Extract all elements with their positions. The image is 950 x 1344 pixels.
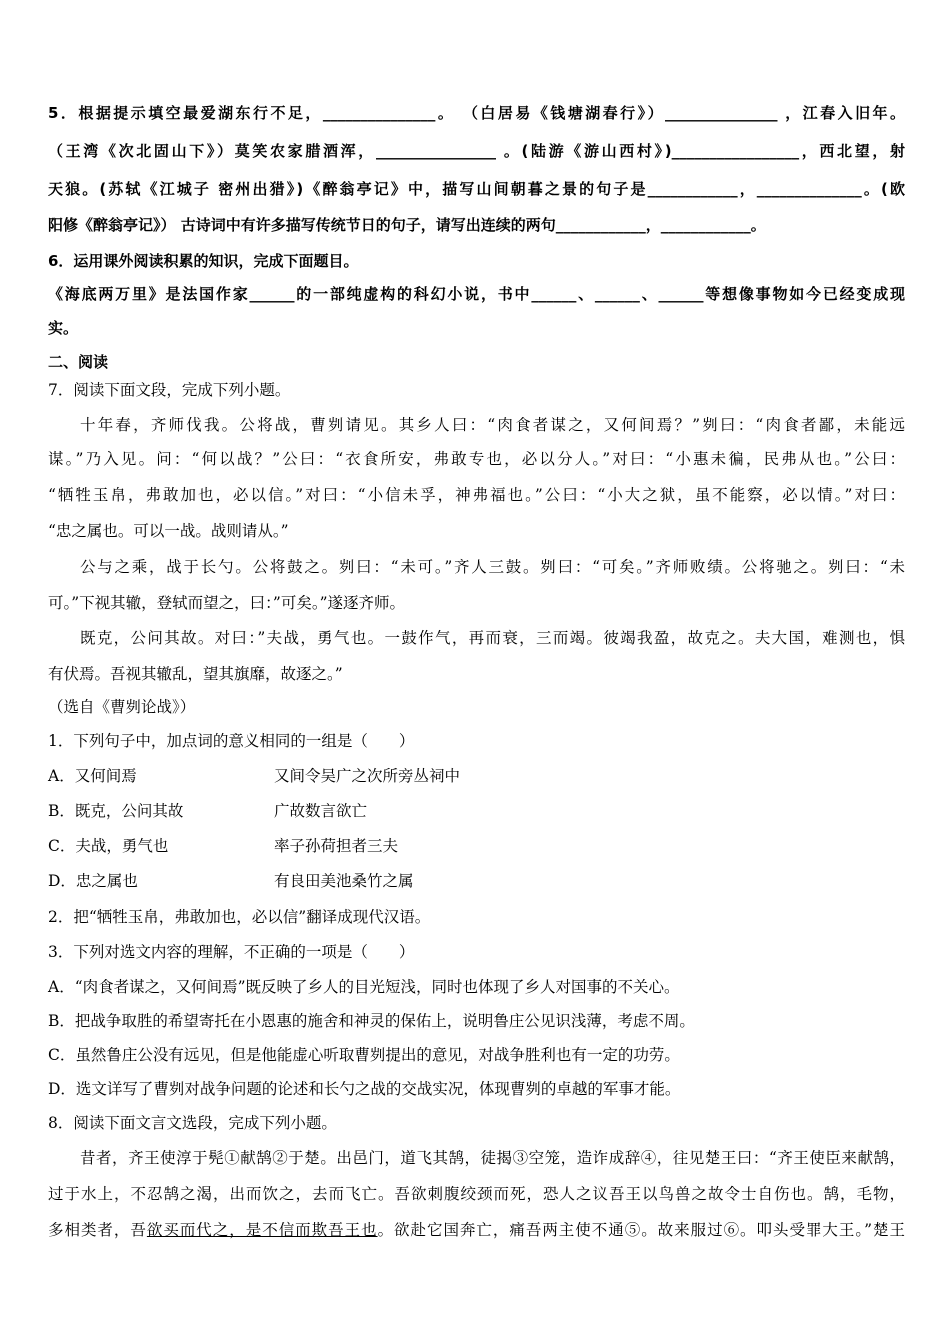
line-text: B．既克，公问其故 xyxy=(48,802,184,820)
line-text: 谋。”乃入见。问：“何以战？”公曰：“衣食所安，弗敢专也，必以分人。”对曰：“小惠未徧，民弗从也。”公曰： xyxy=(48,450,905,468)
line-text: 5．根据提示填空最爱湖东行不足，_______________。 （白居易《钱塘湖春行》）_______________ ，江春入旧年。 xyxy=(48,104,905,122)
text-line xyxy=(48,801,905,821)
line-text: C．夫战，勇气也 xyxy=(48,837,169,855)
line-text: A．“肉食者谋之，又何间焉”既反映了乡人的目光短浅，同时也体现了乡人对国事的不关心。 xyxy=(48,978,680,996)
text-line xyxy=(48,485,905,505)
text-line xyxy=(48,1045,905,1065)
line-text: 3．下列对选文内容的理解，不正确的一项是（ ） xyxy=(48,943,415,961)
line-text: （选自《曹刿论战》） xyxy=(48,698,196,716)
text-line xyxy=(48,215,905,235)
option-compare-text: 广故数言欲亡 xyxy=(274,802,368,820)
option-compare-text: 有良田美池桑竹之属 xyxy=(274,872,414,890)
text-line xyxy=(48,1113,905,1133)
text-line xyxy=(48,284,905,304)
option-compare-text: 率子孙荷担者三夫 xyxy=(274,837,399,855)
text-line xyxy=(48,380,905,400)
text-line xyxy=(48,449,905,469)
text-line xyxy=(48,1148,905,1168)
line-text: “牺牲玉帛，弗敢加也，必以信。”对曰：“小信未孚，神弗福也。”公曰：“小大之狱，虽不能察，必以情。”对曰： xyxy=(48,486,905,504)
text-line xyxy=(48,141,905,161)
text-line xyxy=(48,907,905,927)
line-text: 实。 xyxy=(48,319,79,337)
line-text: D．忠之属也 xyxy=(48,872,138,890)
text-line xyxy=(48,557,905,577)
text-line xyxy=(48,871,905,891)
text-line xyxy=(48,942,905,962)
line-text: C．虽然鲁庄公没有远见，但是他能虚心听取曹刿提出的意见，对战争胜利也有一定的功劳。 xyxy=(48,1046,680,1064)
text-line xyxy=(48,766,905,786)
line-text: 6．运用课外阅读积累的知识，完成下面题目。 xyxy=(48,252,359,270)
line-text: 7．阅读下面文段，完成下列小题。 xyxy=(48,381,291,399)
line-text: 十年春，齐师伐我。公将战，曹刿请见。其乡人曰：“肉食者谋之，又何间焉？”刿曰：“肉食者鄙，未能远 xyxy=(80,416,905,434)
text-line xyxy=(48,318,905,338)
text-line xyxy=(48,977,905,997)
line-text: 可。”下视其辙，登轼而望之，曰：”可矣。”遂逐齐师。 xyxy=(48,594,406,612)
text-line xyxy=(48,1079,905,1099)
option-compare-text: 又间令吴广之次所旁丛祠中 xyxy=(274,767,461,785)
line-text: A．又何间焉 xyxy=(48,767,137,785)
line-text: 公与之乘，战于长勺。公将鼓之。刿曰：“未可。”齐人三鼓。刿曰：“可矣。”齐师败绩。公将驰之。刿曰：“未 xyxy=(80,558,905,576)
text-line xyxy=(48,1220,905,1240)
line-text: 二、阅读 xyxy=(48,353,109,371)
line-text: B．把战争取胜的希望寄托在小恩惠的施舍和神灵的保佑上，说明鲁庄公见识浅薄，考虑不周。 xyxy=(48,1012,695,1030)
text-line xyxy=(48,836,905,856)
line-text: 1．下列句子中，加点词的意义相同的一组是（ ） xyxy=(48,732,415,750)
text-line xyxy=(48,352,905,372)
line-text: 8．阅读下面文言文选段，完成下列小题。 xyxy=(48,1114,337,1132)
line-text: 昔者，齐王使淳于髡①献鹄②于楚。出邑门，道飞其鹄，徒揭③空笼，造诈成辞④，往见楚王曰：“齐王使臣来献鹄， xyxy=(80,1149,905,1167)
line-text: 天狼。(苏轼《江城子 密州出猎》)《醉翁亭记》中，描写山间朝暮之景的句子是____________，______________。(欧 xyxy=(48,180,905,198)
text-line xyxy=(48,415,905,435)
line-text: 2．把“牺牲玉帛，弗敢加也，必以信”翻译成现代汉语。 xyxy=(48,908,431,926)
text-line xyxy=(48,664,905,684)
line-text: D．选文详写了曹刿对战争问题的论述和长勺之战的交战实况，体现曹刿的卓越的军事才能。 xyxy=(48,1080,681,1098)
text-line xyxy=(48,593,905,613)
line-text: 过于水上，不忍鹄之渴，出而饮之，去而飞亡。吾欲刺腹绞颈而死，恐人之议吾王以鸟兽之故令士自伤也。鹄，毛物， xyxy=(48,1185,905,1203)
text-line xyxy=(48,628,905,648)
line-text-tail: 。欲赴它国奔亡，痛吾两主使不通⑤。故来服过⑥。叩头受罪大王。”楚王 xyxy=(377,1221,905,1239)
text-line xyxy=(48,731,905,751)
text-line xyxy=(48,179,905,199)
text-line xyxy=(48,521,905,541)
text-line xyxy=(48,251,905,271)
line-text: “忠之属也。可以一战。战则请从。” xyxy=(48,522,289,540)
line-text: 既克，公问其故。对曰：”夫战，勇气也。一鼓作气，再而衰，三而竭。彼竭我盈，故克之。夫大国，难测也，惧 xyxy=(80,629,905,647)
line-text: 《海底两万里》是法国作家______的一部纯虚构的科幻小说，书中______、______、______等想像事物如今已经变成现 xyxy=(48,285,905,303)
text-line xyxy=(48,697,905,717)
underlined-text: 欲买而代之，是不信而欺吾王也 xyxy=(146,1221,378,1239)
text-line xyxy=(48,1184,905,1204)
line-text: 有伏焉。吾视其辙乱，望其旗靡，故逐之。” xyxy=(48,665,343,683)
text-line xyxy=(48,1011,905,1031)
line-text: 多相类者，吾 xyxy=(48,1221,147,1239)
text-line xyxy=(48,103,905,123)
line-text: （王湾《次北固山下》）莫笑农家腊酒浑，________________ 。(陆游《游山西村》)_________________，西北望，射 xyxy=(48,142,905,160)
line-text: 阳修《醉翁亭记》） 古诗词中有许多描写传统节日的句子，请写出连续的两句____________，____________。 xyxy=(48,216,766,234)
